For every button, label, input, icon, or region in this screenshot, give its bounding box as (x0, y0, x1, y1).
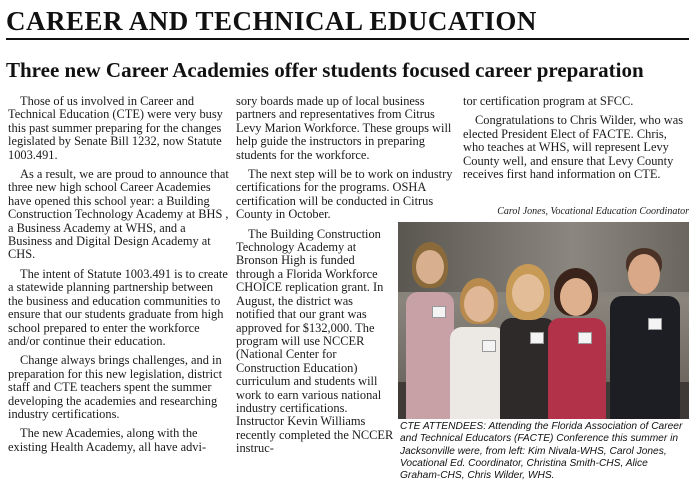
column-2-top (236, 95, 462, 222)
name-badge (578, 332, 592, 344)
person-body (610, 296, 680, 419)
byline: Carol Jones, Vocational Education Coordinator (497, 206, 689, 217)
paragraph: The intent of Statute 1003.491 is to create a statewide planning partnership between the business and education communities to ensure that our students graduate from high school prepared to enter the workforce and/or continue their education. (8, 266, 228, 348)
name-badge (530, 332, 544, 344)
person-body (548, 318, 606, 419)
person-head (416, 250, 444, 284)
person-head (512, 274, 544, 312)
paragraph: The next step will be to work on industry certifications for the programs. OSHA certification will be conducted in Citrus County in October. (236, 167, 453, 222)
paragraph: sory boards made up of local business partners and representatives from Citrus Levy Marion Workforce. These groups will help guide the instructors in preparing students for the workforce. (236, 94, 452, 162)
paragraph: The new Academies, along with the existing Health Academy, all have advi- (8, 426, 207, 454)
article-column-1 (8, 95, 230, 460)
paragraph: Change always brings challenges, and in preparation for this new legislation, district staff and CTE teachers spent the summer developing the academies and researching industry certifications. (8, 353, 223, 421)
headline: Three new Career Academies offer students focused career preparation (6, 58, 644, 82)
paragraph: Congratulations to Chris Wilder, who was elected President Elect of FACTE. Chris, who teaches at WHS, will represent Levy County well, and ensure that Levy County receives first hand information on CTE. (463, 113, 684, 182)
paragraph: tor certification program at SFCC. (463, 94, 634, 108)
person-head (628, 254, 660, 294)
paragraph: As a result, we are proud to announce that three new high school Career Academies have opened this school year: a Building Construction Technology Academy at BHS , a Business Academy at WHS, and a Business and Digital Design Academy at CHS. (8, 167, 229, 262)
article-column-3 (463, 95, 689, 187)
paragraph: The Building Construction Technology Academy at Bronson High is funded through a Florida Workforce CHOICE replication grant. In August, the district was notified that our grant was approved for $132,000. The program will use NCCER (National Center for Construction Education) curriculum and students will work to earn various national industry certifications. Instructor Kevin Williams recently completed the NCCER instruc- (236, 226, 394, 456)
name-badge (432, 306, 446, 318)
person-body (406, 292, 454, 419)
name-badge (482, 340, 496, 352)
paragraph: Those of us involved in Career and Technical Education (CTE) were very busy this past summer preparing for the changes legislated by Senate Bill 1232, now Statute 1003.491. (8, 94, 223, 162)
section-title: CAREER AND TECHNICAL EDUCATION (6, 6, 689, 40)
photo-caption: CTE ATTENDEES: Attending the Florida Association of Career and Technical Educators (FACTE) Conference this summer in Jacksonville were, from left: Kim Nivala-WHS, Carol Jones, Vocational Ed. Coordinator, Christina Smith-CHS, Alice Graham-CHS, Chris Wilder, WHS. (400, 421, 683, 482)
article-column-2 (236, 94, 453, 462)
person-head (464, 286, 494, 322)
person-head (560, 278, 592, 316)
name-badge (648, 318, 662, 330)
group-photo (398, 222, 689, 419)
person-body (450, 327, 506, 419)
